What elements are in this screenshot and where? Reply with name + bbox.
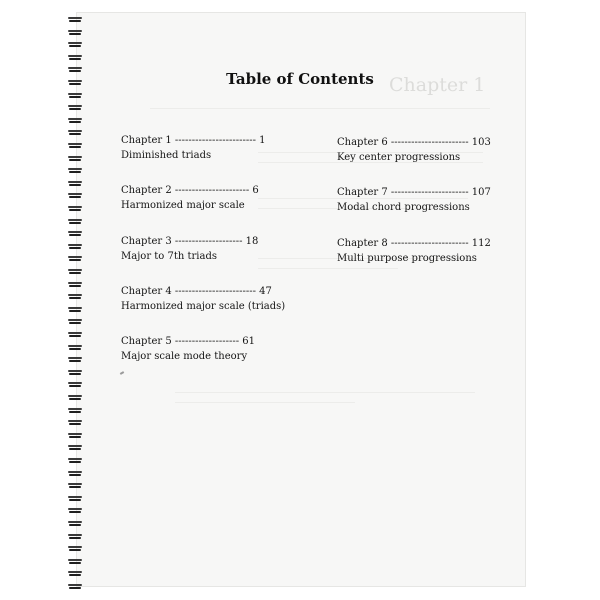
spiral-coil [68, 444, 82, 451]
show-through-rule [150, 108, 490, 109]
spiral-coil [68, 205, 82, 212]
toc-entry-chapter-2 [121, 184, 259, 213]
spiral-coil [68, 117, 82, 124]
spiral-coil [68, 142, 82, 149]
spiral-coil [68, 41, 82, 48]
toc-entry-chapter-8 [337, 237, 491, 266]
spiral-coil [68, 331, 82, 338]
spiral-coil [68, 457, 82, 464]
spiral-coil [68, 470, 82, 477]
toc-entry-chapter-5 [121, 335, 255, 364]
spiral-coil [68, 318, 82, 325]
spiral-coil [68, 482, 82, 489]
toc-entry-chapter-3 [121, 235, 258, 264]
spiral-coil [68, 54, 82, 61]
spiral-coil [68, 155, 82, 162]
spiral-coil [68, 545, 82, 552]
chapter-page-line: Chapter 6 ----------------------- 103 [337, 137, 491, 148]
chapter-topic: Harmonized major scale [121, 200, 245, 211]
spiral-coil [68, 570, 82, 577]
show-through-heading: Chapter 1 [389, 74, 486, 96]
spiral-coil [68, 533, 82, 540]
show-through-line [175, 402, 355, 403]
spiral-coil [68, 129, 82, 136]
chapter-page-line: Chapter 8 ----------------------- 112 [337, 238, 491, 249]
show-through-line [175, 392, 475, 393]
spiral-coil [68, 92, 82, 99]
chapter-page-line: Chapter 7 ----------------------- 107 [337, 187, 491, 198]
spiral-coil [68, 218, 82, 225]
spiral-coil [68, 507, 82, 514]
spiral-binding [68, 16, 84, 586]
chapter-page-line: Chapter 5 ------------------- 61 [121, 336, 255, 347]
toc-entry-chapter-6 [337, 136, 491, 165]
spiral-coil [68, 432, 82, 439]
spiral-coil [68, 369, 82, 376]
page-title: Table of Contents [226, 70, 374, 88]
spiral-coil [68, 394, 82, 401]
chapter-page-line: Chapter 4 ------------------------ 47 [121, 286, 272, 297]
spiral-coil [68, 192, 82, 199]
spiral-coil [68, 495, 82, 502]
chapter-topic: Modal chord progressions [337, 202, 470, 213]
spiral-coil [68, 520, 82, 527]
spiral-coil [68, 293, 82, 300]
spiral-coil [68, 29, 82, 36]
spiral-coil [68, 281, 82, 288]
spiral-coil [68, 356, 82, 363]
chapter-topic: Major to 7th triads [121, 251, 217, 262]
toc-entry-chapter-4 [121, 285, 285, 314]
spiral-coil [68, 344, 82, 351]
spiral-coil [68, 167, 82, 174]
chapter-topic: Major scale mode theory [121, 351, 248, 362]
chapter-page-line: Chapter 1 ------------------------ 1 [121, 135, 266, 146]
spiral-coil [68, 419, 82, 426]
spiral-coil [68, 407, 82, 414]
spiral-coil [68, 583, 82, 590]
chapter-topic: Multi purpose progressions [337, 253, 477, 264]
show-through-line [258, 268, 398, 269]
chapter-topic: Harmonized major scale (triads) [121, 301, 286, 312]
spiral-coil [68, 255, 82, 262]
spiral-coil [68, 243, 82, 250]
spiral-coil [68, 558, 82, 565]
spiral-coil [68, 16, 82, 23]
spiral-coil [68, 268, 82, 275]
spiral-coil [68, 180, 82, 187]
chapter-topic: Diminished triads [121, 150, 212, 161]
spiral-coil [68, 381, 82, 388]
toc-entry-chapter-1 [121, 134, 266, 163]
spiral-coil [68, 306, 82, 313]
toc-entry-chapter-7 [337, 186, 491, 215]
spiral-coil [68, 230, 82, 237]
spiral-coil [68, 104, 82, 111]
chapter-topic: Key center progressions [337, 152, 461, 163]
chapter-page-line: Chapter 3 -------------------- 18 [121, 236, 259, 247]
chapter-page-line: Chapter 2 ---------------------- 6 [121, 185, 259, 196]
